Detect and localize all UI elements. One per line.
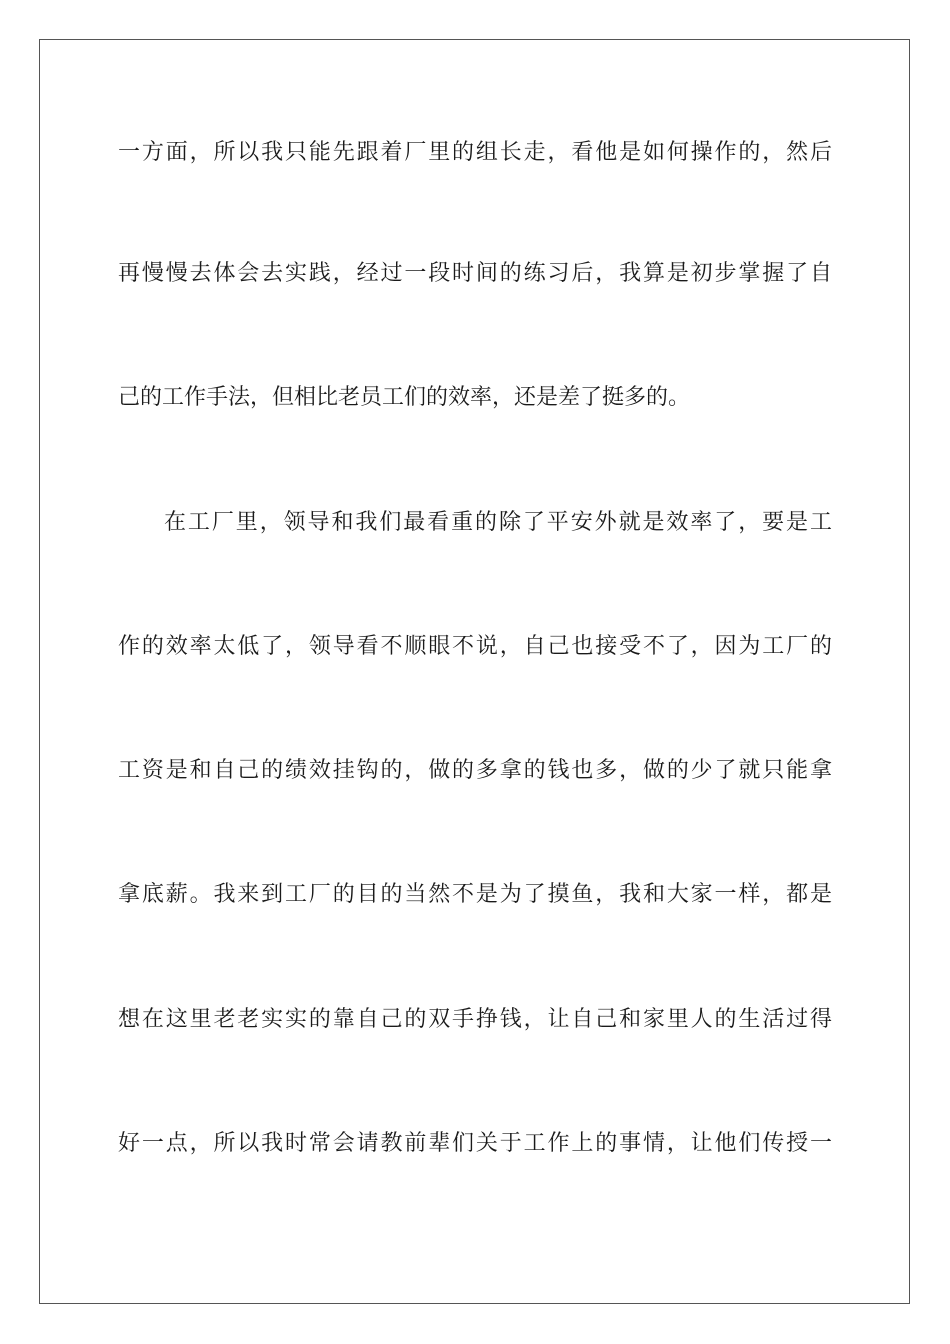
paragraph-line: 一方面，所以我只能先跟着厂里的组长走，看他是如何操作的，然后 xyxy=(118,140,832,165)
paragraph-line: 好一点，所以我时常会请教前辈们关于工作上的事情，让他们传授一 xyxy=(118,1131,832,1156)
paragraph-line: 作的效率太低了，领导看不顺眼不说，自己也接受不了，因为工厂的 xyxy=(118,634,832,659)
paragraph-line: 工资是和自己的绩效挂钩的，做的多拿的钱也多，做的少了就只能拿 xyxy=(118,758,832,783)
paragraph-line: 己的工作手法，但相比老员工们的效率，还是差了挺多的。 xyxy=(118,385,691,410)
paragraph-line: 在工厂里，领导和我们最看重的除了平安外就是效率了，要是工 xyxy=(164,510,832,535)
page-border xyxy=(39,39,910,1304)
paragraph-line: 再慢慢去体会去实践，经过一段时间的练习后，我算是初步掌握了自 xyxy=(118,261,832,286)
paragraph-line: 想在这里老老实实的靠自己的双手挣钱，让自己和家里人的生活过得 xyxy=(118,1007,832,1032)
paragraph-line: 拿底薪。我来到工厂的目的当然不是为了摸鱼，我和大家一样，都是 xyxy=(118,882,832,907)
